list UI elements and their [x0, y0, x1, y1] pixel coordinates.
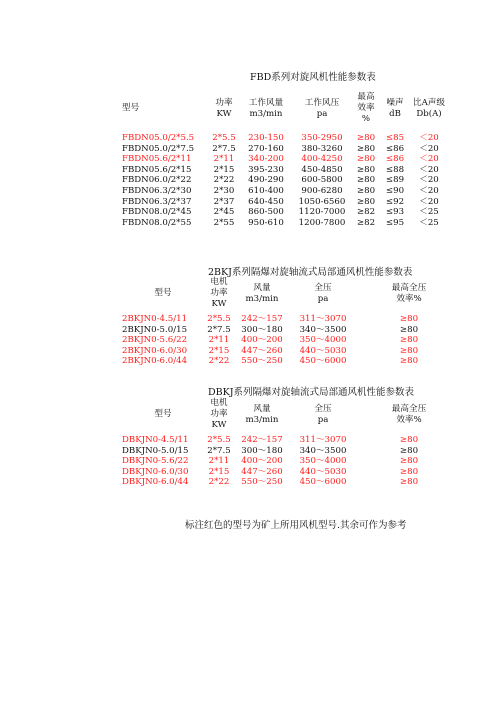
value-cell: 242～157	[241, 314, 283, 324]
value-cell: 2*7.5	[212, 143, 236, 154]
table-row	[116, 218, 448, 229]
table-row	[122, 435, 454, 446]
column-header: 型号	[154, 288, 172, 298]
value-cell: ≤93	[385, 207, 405, 218]
table-row	[116, 186, 448, 197]
value-cell: ≥82	[356, 207, 376, 218]
value-cell: ≤89	[385, 175, 405, 186]
value-cell: 2*15	[208, 345, 230, 356]
value-cell	[356, 446, 364, 457]
value-cell: 300～180	[241, 324, 283, 335]
value-cell: 311～3070	[299, 314, 347, 324]
model-cell: DBKJN0-5.6/22	[122, 456, 189, 467]
value-cell: 610-400	[248, 185, 284, 196]
value-cell: 1120-7000	[298, 207, 346, 218]
value-cell: ＜20	[419, 164, 439, 175]
column-header: 电机 功率 KW	[210, 398, 228, 430]
value-cell: 350-2950	[301, 133, 343, 143]
value-cell: ≥80	[356, 175, 376, 186]
2bkj-parameter-table	[122, 277, 454, 367]
value-cell: 340～3500	[299, 324, 347, 335]
column-header: 最高 效率 %	[357, 92, 375, 124]
column-header: 噪声 dB	[386, 97, 404, 119]
value-cell: 447～260	[241, 466, 283, 477]
value-cell: ＜20	[419, 185, 439, 196]
value-cell: 2*11	[213, 154, 235, 165]
value-cell: ≤86	[385, 143, 405, 154]
column-header: 全压 pa	[314, 282, 332, 304]
value-cell: ≥80	[356, 196, 376, 207]
table-row	[116, 165, 448, 176]
value-cell: ≥80	[399, 324, 419, 335]
value-cell	[356, 335, 364, 346]
value-cell: ≤88	[385, 164, 405, 175]
value-cell: 440～5030	[299, 466, 347, 477]
value-cell: 2*11	[208, 456, 230, 467]
value-cell: ≤95	[385, 217, 405, 228]
value-cell: 447～260	[241, 345, 283, 356]
value-cell: 270-160	[248, 143, 284, 154]
value-cell: 340-200	[248, 154, 284, 165]
value-cell: 440～5030	[299, 345, 347, 356]
value-cell: 2*37	[213, 196, 235, 207]
value-cell: ≤92	[385, 196, 405, 207]
value-cell: 550～250	[241, 356, 283, 367]
column-header: 最高全压 效率%	[391, 282, 427, 304]
value-cell: 395-230	[248, 164, 284, 175]
value-cell: 350～4000	[299, 456, 347, 467]
value-cell: ＜20	[419, 154, 439, 165]
table-row	[122, 314, 454, 325]
value-cell: 2*22	[208, 356, 230, 367]
table-row	[116, 197, 448, 208]
footnote-text: 标注红色的型号为矿上所用风机型号.其余可作为参考	[185, 520, 407, 531]
value-cell: ≥80	[399, 314, 419, 324]
table-row	[122, 477, 454, 488]
value-cell: 2*22	[208, 477, 230, 488]
value-cell: 2*15	[213, 164, 235, 175]
model-cell: 2BKJN0-6.0/30	[122, 345, 188, 356]
value-cell: ≥80	[356, 185, 376, 196]
table-row	[122, 335, 454, 346]
column-header: 型号	[122, 103, 140, 113]
table-header-row	[122, 277, 454, 314]
model-cell: DBKJN0-6.0/44	[122, 477, 189, 488]
column-header: 风量 m3/min	[245, 282, 279, 304]
table-row	[122, 356, 454, 367]
value-cell: 640-450	[248, 196, 284, 207]
value-cell: 400～200	[241, 456, 283, 467]
model-cell: FBDN05.6/2*11	[122, 154, 192, 165]
table-row	[116, 144, 448, 155]
value-cell: 400～200	[241, 335, 283, 346]
model-cell: FBDN05.6/2*15	[122, 164, 192, 175]
value-cell	[356, 356, 364, 367]
value-cell: ≥80	[356, 154, 376, 165]
model-cell: FBDN06.3/2*37	[122, 196, 192, 207]
fbd-parameter-table	[116, 92, 448, 228]
value-cell: ≥80	[399, 477, 419, 488]
column-header: 工作风压 pa	[304, 97, 340, 119]
table-header-row	[116, 92, 448, 133]
value-cell: ≤85	[385, 133, 405, 143]
value-cell: ≥80	[399, 345, 419, 356]
value-cell	[356, 325, 364, 336]
value-cell: 2*15	[208, 466, 230, 477]
value-cell: ≥80	[399, 356, 419, 367]
model-cell: DBKJN0-6.0/30	[122, 466, 189, 477]
model-cell: FBDN08.0/2*45	[122, 207, 192, 218]
value-cell	[356, 456, 364, 467]
value-cell	[356, 435, 364, 446]
table-row	[122, 346, 454, 357]
column-header: 型号	[154, 409, 172, 419]
column-header: 全压 pa	[314, 403, 332, 425]
value-cell: ≥80	[399, 456, 419, 467]
column-header: 功率 KW	[215, 97, 233, 119]
value-cell: 490-290	[248, 175, 284, 186]
column-header: 最高全压 效率%	[391, 403, 427, 425]
value-cell: 600-5800	[301, 175, 343, 186]
value-cell: ≥80	[399, 466, 419, 477]
table-header-row	[122, 398, 454, 435]
2bkj-table-title: 2BKJ系列隔爆对旋轴流式局部通风机性能参数表	[208, 267, 413, 278]
model-cell: FBDN05.0/2*7.5	[122, 143, 195, 154]
table-row	[116, 207, 448, 218]
value-cell: 860-500	[248, 207, 284, 218]
model-cell: 2BKJN0-5.0/15	[122, 324, 188, 335]
value-cell: ≥80	[356, 164, 376, 175]
value-cell	[356, 467, 364, 478]
model-cell: 2BKJN0-5.6/22	[122, 335, 188, 346]
value-cell: ≥82	[356, 217, 376, 228]
value-cell: 450～6000	[299, 477, 347, 488]
value-cell: ≤86	[385, 154, 405, 165]
model-cell: DBKJN0-5.0/15	[122, 445, 189, 456]
value-cell: 400-4250	[301, 154, 343, 165]
fbd-table-title: FBD系列对旋风机性能参数表	[250, 72, 376, 83]
column-header: 电机 功率 KW	[210, 277, 228, 309]
table-row	[122, 467, 454, 478]
value-cell: ≥80	[356, 133, 376, 143]
value-cell: 350～4000	[299, 335, 347, 346]
value-cell: 2*22	[213, 175, 235, 186]
value-cell: 2*5.5	[207, 314, 231, 324]
model-cell: 2BKJN0-6.0/44	[122, 356, 188, 367]
table-row	[122, 446, 454, 457]
value-cell: 2*55	[213, 217, 235, 228]
value-cell: ＜20	[419, 143, 439, 154]
dbkj-parameter-table	[122, 398, 454, 488]
value-cell: ＜25	[419, 217, 439, 228]
column-header	[356, 398, 364, 435]
value-cell: ≥80	[399, 335, 419, 346]
value-cell: 2*5.5	[207, 435, 231, 445]
value-cell: 311～3070	[299, 435, 347, 445]
value-cell: 950-610	[248, 217, 284, 228]
value-cell	[356, 346, 364, 357]
table-row	[122, 456, 454, 467]
column-header: 风量 m3/min	[245, 403, 279, 425]
value-cell: 550～250	[241, 477, 283, 488]
value-cell: 242～157	[241, 435, 283, 445]
column-header: 比A声级 Db(A)	[413, 97, 445, 119]
value-cell: 1050-6560	[298, 196, 346, 207]
column-header	[356, 277, 364, 314]
column-header: 工作风量 m3/min	[248, 97, 284, 119]
value-cell: ＜25	[419, 207, 439, 218]
dbkj-table-title: DBKJ系列隔爆对旋轴流式局部通风机性能参数表	[208, 387, 415, 398]
value-cell: 300～180	[241, 445, 283, 456]
model-cell: FBDN06.0/2*22	[122, 175, 192, 186]
value-cell: 2*30	[213, 185, 235, 196]
table-row	[116, 175, 448, 186]
value-cell: ≥80	[399, 445, 419, 456]
value-cell	[356, 314, 364, 325]
value-cell: ＜20	[419, 175, 439, 186]
table-row	[116, 133, 448, 144]
value-cell: 450～6000	[299, 356, 347, 367]
model-cell: FBDN06.3/2*30	[122, 185, 192, 196]
value-cell: ＜20	[419, 133, 439, 143]
value-cell: 340～3500	[299, 445, 347, 456]
value-cell: 2*45	[213, 207, 235, 218]
value-cell: 2*7.5	[207, 445, 231, 456]
table-row	[116, 154, 448, 165]
value-cell: 2*11	[208, 335, 230, 346]
value-cell: 450-4850	[301, 164, 343, 175]
model-cell: 2BKJN0-4.5/11	[122, 314, 188, 324]
value-cell: 230-150	[248, 133, 284, 143]
model-cell: FBDN05.0/2*5.5	[122, 133, 195, 143]
value-cell: ＜20	[419, 196, 439, 207]
value-cell	[356, 477, 364, 488]
value-cell: 2*7.5	[207, 324, 231, 335]
model-cell: DBKJN0-4.5/11	[122, 435, 189, 445]
value-cell: 380-3260	[301, 143, 343, 154]
model-cell: FBDN08.0/2*55	[122, 217, 192, 228]
value-cell: ≤90	[385, 185, 405, 196]
value-cell: ≥80	[356, 143, 376, 154]
table-row	[122, 325, 454, 336]
value-cell: 1200-7800	[298, 217, 346, 228]
value-cell: 900-6280	[301, 185, 343, 196]
value-cell: ≥80	[399, 435, 419, 445]
value-cell: 2*5.5	[212, 133, 236, 143]
